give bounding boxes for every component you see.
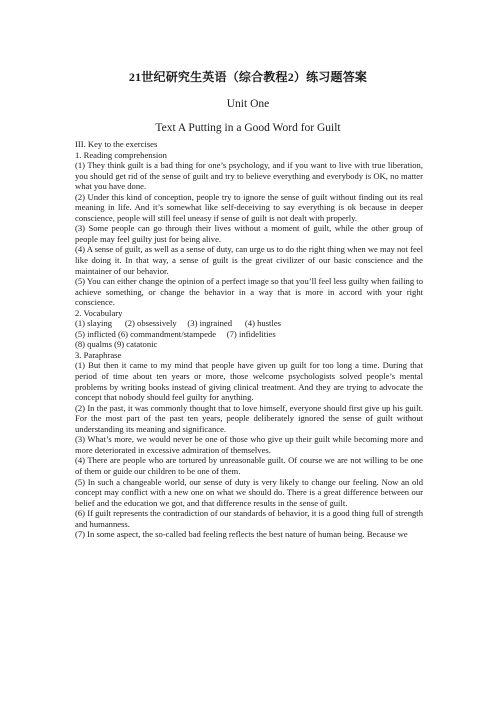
paraphrase-answer-6: (6) If guilt represents the contradiction of our standards of behavior, it is a good thing full of strength and humanness. [75,508,423,529]
vocabulary-line-2: (5) inflicted (6) commandment/stampede (7) infidelities [75,328,276,339]
unit-heading: Unit One [226,98,270,110]
paraphrase-answer-2: (2) In the past, it was commonly thought that to love himself, everyone should first give up his guilt. For the most part of the past ten years, people deliberately ignored the sense of guilt without understanding its meaning and significance. [75,402,423,434]
document-title: 21世纪研究生英语（综合教程2）练习题答案 [128,70,368,84]
reading-heading: 1. Reading comprehension [75,149,167,160]
reading-answer-3: (3) Some people can go through their lives without a moment of guilt, while the other group of people may feel guilty just for being alive. [75,223,423,244]
reading-answer-1: (1) They think guilt is a bad thing for one’s psychology, and if you want to live with true liberation, you should get rid of the sense of guilt and try to believe everything and everybody is OK, no matter what you have done. [75,160,423,192]
paraphrase-answer-5: (5) In such a changeable world, our sense of duty is very likely to change our feeling. Now an old concept may conflict with a new one on what we should do. There is a great difference between our belief and the education we got, and that difference results in the sense of guilt. [75,476,423,508]
paraphrase-answer-7: (7) In some aspect, the so-called bad feeling reflects the best nature of human being. Because we [75,529,408,540]
vocabulary-heading: 2. Vocabulary [75,307,123,318]
reading-answer-2: (2) Under this kind of conception, people try to ignore the sense of guilt without finding out its real meaning in life. And it’s somewhat like self-deceiving to say everything is ok because in deeper conscience, people will still feel uneasy if sense of guilt is not dealt with properly. [75,191,423,223]
paraphrase-answer-4: (4) There are people who are tortured by unreasonable guilt. Of course we are not willing to be one of them or guide our children to be one of them. [75,455,423,476]
vocabulary-line-3: (8) qualms (9) catatonic [75,339,158,350]
section-heading-key: III. Key to the exercises [75,139,158,149]
document-body [75,139,423,540]
paraphrase-heading: 3. Paraphrase [75,349,122,360]
reading-answer-4: (4) A sense of guilt, as well as a sense of duty, can urge us to do the right thing when we may not feel like doing it. In that way, a sense of guilt is the great civilizer of our basic conscience and the maintainer of our behavior. [75,244,423,276]
paraphrase-answer-1: (1) But then it came to my mind that people have given up guilt for too long a time. During that period of time about ten years or more, those welcome psychologists solved people’s mental problems by writing books instead of giving clinical treatment. And they are trying to advocate the concept that nobody should feel guilty for anything. [75,360,423,403]
reading-answer-5: (5) You can either change the opinion of a perfect image so that you’ll feel less guilty when failing to achieve something, or change the behavior in a way that is more in accord with your right conscience. [75,276,423,308]
text-title: Text A Putting in a Good Word for Guilt [155,122,341,134]
vocabulary-line-1: (1) slaying (2) obsessively (3) ingrained (4) hustles [75,318,281,329]
paraphrase-answer-3: (3) What’s more, we would never be one of those who give up their guilt while becoming more and more deteriorated in excessive admiration of themselves. [75,434,423,455]
